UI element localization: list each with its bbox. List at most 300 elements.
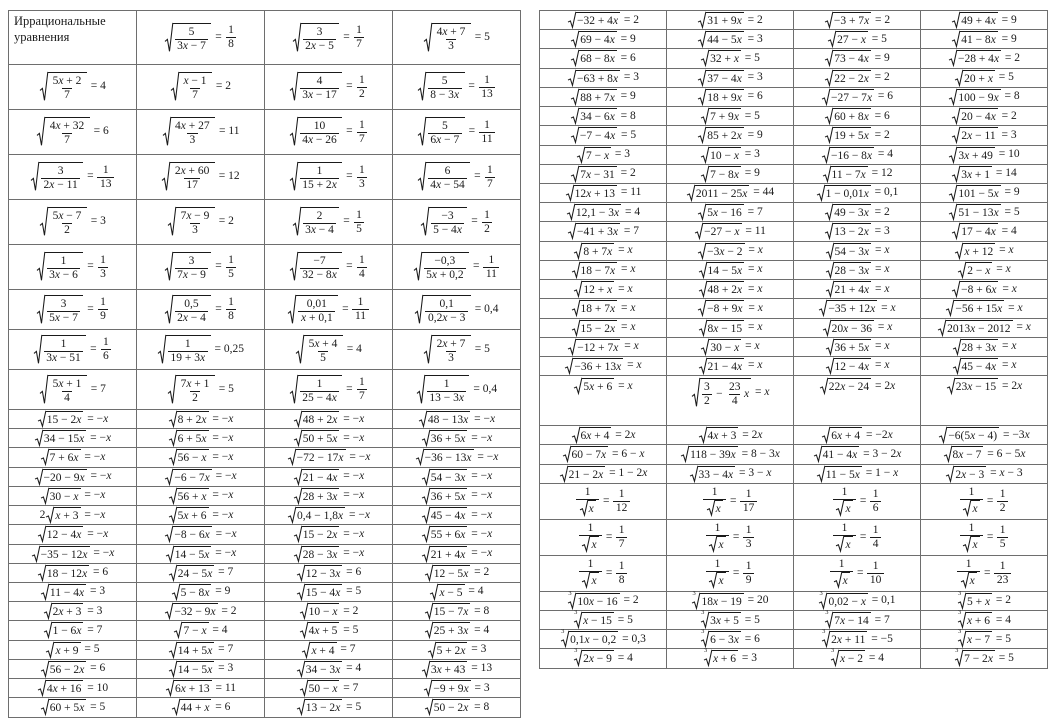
square-root — [823, 166, 868, 182]
radicand — [834, 262, 872, 278]
math-text: 1 — [841, 486, 848, 499]
equation-cell — [540, 87, 667, 106]
root-index: 3 — [568, 589, 572, 597]
math-text: = 7 — [215, 566, 234, 579]
math-text: = −x — [209, 508, 234, 521]
math-text: 6 − 3x — [710, 634, 739, 647]
radical-sign-icon — [817, 466, 825, 482]
fraction-numerator — [98, 296, 109, 309]
math-text: 8 — [228, 310, 234, 322]
math-text: = 4 — [993, 613, 1012, 626]
equation-cell — [667, 611, 794, 630]
radicand — [425, 375, 470, 405]
fraction-numerator — [616, 524, 627, 537]
square-root — [37, 295, 84, 325]
radical-sign-icon — [571, 31, 579, 47]
equation-row — [540, 126, 1048, 145]
cube-root — [574, 609, 614, 628]
equation-cell — [137, 370, 265, 410]
equation — [945, 466, 1022, 482]
math-text: −7 − 4x — [579, 130, 616, 143]
equation-cell — [794, 445, 921, 464]
radical-sign-icon — [425, 699, 433, 715]
math-text: 45 − 4x — [430, 510, 466, 523]
math-text: = 4 — [465, 585, 484, 598]
math-text: 1 — [228, 253, 234, 266]
square-root — [168, 207, 215, 237]
square-root — [571, 50, 617, 66]
fraction — [357, 74, 368, 101]
root-index: 3 — [701, 609, 705, 617]
radicand — [961, 339, 999, 355]
math-text: 8x − 15 — [707, 322, 743, 335]
radical-sign-icon — [946, 466, 954, 482]
radicand — [957, 147, 995, 163]
math-text: 4 — [316, 75, 323, 88]
equation-cell — [667, 203, 794, 222]
math-text: 14 − 5x — [174, 548, 210, 561]
cube-root — [574, 647, 614, 666]
square-root — [424, 335, 471, 365]
square-root — [563, 446, 609, 462]
equation — [418, 411, 495, 427]
fraction-denominator — [446, 351, 457, 365]
equation — [689, 466, 772, 482]
radical-sign-icon — [168, 375, 176, 405]
math-text: 3 — [188, 255, 195, 268]
equation-cell — [540, 483, 667, 519]
equation — [34, 430, 111, 446]
radical-sign-icon — [297, 565, 305, 581]
equation — [821, 89, 893, 105]
equation — [824, 108, 890, 124]
equation-cell — [794, 30, 921, 49]
radicand — [176, 207, 215, 237]
fraction-denominator — [424, 268, 466, 282]
math-text: 8 — [228, 38, 234, 50]
math-text: = 0,25 — [211, 342, 244, 355]
radicand — [296, 295, 338, 325]
math-text: x — [715, 503, 721, 516]
square-root — [698, 243, 744, 259]
fraction — [616, 524, 627, 551]
root-index: 3 — [957, 589, 962, 597]
square-root — [169, 642, 215, 658]
equation — [573, 378, 632, 394]
radicand — [709, 631, 741, 647]
radical-sign-icon — [572, 320, 580, 336]
math-text: = −x — [468, 470, 493, 483]
math-text: = 5 — [614, 613, 633, 626]
math-text: 3x − 4 — [305, 224, 334, 236]
equation-row — [9, 65, 521, 110]
math-text: 8 + 7x — [583, 245, 613, 258]
equation — [564, 358, 641, 374]
fraction-denominator — [175, 268, 209, 282]
radicand — [960, 108, 998, 124]
equation — [30, 162, 115, 192]
fraction — [175, 255, 209, 282]
math-text: −32 + 4x — [576, 15, 619, 27]
equation-cell — [921, 318, 1048, 337]
math-text: = 12 — [215, 170, 240, 183]
root-index: 3 — [957, 628, 962, 636]
equation — [45, 642, 99, 658]
math-text: x — [591, 539, 597, 552]
fraction-numerator — [58, 298, 69, 311]
square-root — [947, 378, 998, 394]
fraction — [97, 164, 114, 191]
radical-sign-icon — [692, 378, 700, 408]
square-root — [949, 185, 1000, 201]
math-text: 60 + 8x — [834, 111, 869, 124]
math-text: = 3 — [744, 32, 763, 45]
fraction-numerator — [182, 298, 201, 311]
math-text: = 5 — [471, 30, 490, 43]
radical-sign-icon — [172, 699, 180, 715]
math-text: 50 − x — [308, 683, 338, 696]
square-root — [582, 536, 598, 552]
square-root — [822, 147, 874, 163]
math-text: 10 — [869, 573, 882, 586]
square-root — [293, 23, 340, 53]
fraction-numerator — [836, 558, 847, 571]
math-text: = — [465, 125, 479, 138]
radical-sign-icon — [681, 446, 689, 462]
equation-cell — [265, 290, 393, 330]
math-text: 54 − 3x — [834, 245, 870, 258]
radicand — [706, 89, 744, 105]
radical-sign-icon — [288, 295, 296, 325]
math-text: −12 + 7x — [577, 341, 619, 354]
radicand — [707, 320, 745, 336]
fraction-numerator — [709, 486, 720, 499]
equation-cell — [667, 126, 794, 145]
radicand — [830, 89, 874, 105]
radical-sign-icon — [34, 335, 42, 365]
math-text: 3x + 1 — [961, 168, 991, 181]
math-text: 7 − 2x — [964, 653, 993, 666]
equation-cell — [921, 145, 1048, 164]
equation-row — [540, 376, 1048, 426]
math-text: = 5 — [741, 51, 760, 64]
equation-cell — [794, 126, 921, 145]
math-text: = 2 — [213, 80, 232, 93]
math-text: = 13 — [468, 662, 493, 675]
radicand — [430, 488, 468, 504]
math-text: 7 − x — [585, 149, 610, 162]
radicand — [833, 612, 871, 628]
math-text: = x — [615, 244, 633, 257]
fraction-denominator — [579, 571, 602, 588]
radical-sign-icon — [699, 358, 707, 374]
equation-row — [540, 630, 1048, 649]
fraction-numerator — [966, 486, 977, 499]
math-text: = — [340, 30, 353, 43]
fraction — [997, 524, 1008, 551]
square-root — [46, 507, 80, 523]
math-text: = −x — [340, 470, 365, 483]
math-text: = −2x — [863, 428, 893, 441]
math-text: = 5 — [340, 623, 359, 636]
fraction — [357, 376, 368, 403]
radical-sign-icon — [698, 12, 706, 28]
radical-sign-icon — [953, 339, 961, 355]
equation-cell — [9, 448, 137, 467]
equation — [818, 300, 895, 316]
math-text: = 14 — [993, 167, 1017, 180]
fraction — [867, 560, 884, 587]
math-text: 7 — [487, 177, 493, 190]
equation — [161, 162, 239, 192]
radicand — [580, 262, 618, 278]
square-root — [949, 147, 995, 163]
equation-cell — [667, 260, 794, 279]
fraction-numerator — [311, 255, 328, 268]
math-text: = 3 — [621, 71, 640, 84]
square-root — [40, 207, 87, 237]
square-root — [571, 166, 617, 182]
radicand — [298, 72, 343, 102]
equation-cell — [667, 299, 794, 318]
equation — [957, 628, 1012, 647]
equation — [162, 117, 240, 147]
equation-cell — [265, 582, 393, 601]
radical-sign-icon — [701, 166, 709, 182]
radical-sign-icon — [822, 427, 830, 443]
radical-sign-icon — [825, 127, 833, 143]
math-text: 15 − 2x — [302, 529, 338, 542]
square-root — [31, 162, 83, 192]
equation-cell — [137, 448, 265, 467]
equation-cell — [9, 245, 137, 290]
radical-sign-icon — [561, 628, 569, 647]
math-text: 30 − x — [710, 341, 740, 354]
equation-cell — [794, 630, 921, 649]
equation-cell — [540, 356, 667, 375]
math-text: = −x — [81, 508, 106, 521]
equation — [698, 427, 763, 443]
square-root — [418, 117, 465, 147]
math-text: 4x + 32 — [49, 120, 85, 133]
radicand — [173, 23, 212, 53]
radical-sign-icon — [958, 262, 966, 278]
square-root — [416, 449, 474, 465]
radical-sign-icon — [698, 243, 706, 259]
radicand — [46, 411, 84, 427]
equation-cell — [921, 260, 1048, 279]
math-text: 54 − 3x — [430, 471, 466, 484]
square-root — [41, 661, 87, 677]
math-text: 13 − 3x — [429, 391, 464, 404]
equation-row — [540, 222, 1048, 241]
square-root — [572, 320, 618, 336]
equation-row — [540, 519, 1048, 555]
equation-cell — [794, 376, 921, 426]
equation — [951, 127, 1016, 143]
math-text: 3x + 49 — [958, 149, 993, 162]
math-text: = 3 — [741, 148, 760, 161]
equation — [164, 603, 236, 619]
math-text: 25 − 4x — [302, 391, 337, 404]
equation — [299, 603, 359, 619]
math-text: = — [854, 566, 867, 579]
radical-sign-icon — [949, 147, 957, 163]
square-root — [836, 536, 852, 552]
radicand — [48, 72, 87, 102]
math-text: 5x + 6 — [177, 510, 207, 523]
equation-row — [9, 410, 521, 429]
radicand — [576, 12, 620, 28]
fraction — [47, 120, 87, 147]
fraction-denominator — [190, 88, 201, 102]
math-text: x + 3 — [55, 510, 79, 523]
radical-sign-icon — [414, 252, 422, 282]
math-text: 7x − 9 — [180, 210, 210, 223]
square-root — [421, 207, 468, 237]
equation — [945, 300, 1022, 316]
math-text: = 5 — [471, 342, 490, 355]
square-root — [701, 147, 741, 163]
radicand — [947, 427, 999, 443]
math-text: 1 — [714, 522, 721, 535]
square-root — [819, 300, 877, 316]
equation-cell — [137, 200, 265, 245]
equation-cell — [265, 410, 393, 429]
fraction-numerator — [50, 210, 84, 223]
math-text: 12 − 5x — [433, 567, 469, 580]
math-text: 12 + x — [583, 284, 613, 297]
radicand — [946, 320, 1012, 336]
math-text: 7x + 1 — [180, 377, 210, 390]
math-text: 4x + 16 — [46, 683, 82, 696]
radical-sign-icon — [698, 300, 706, 316]
math-text: 2x + 7 — [436, 337, 466, 350]
math-text: x — [972, 503, 978, 516]
equation — [570, 50, 636, 66]
fraction-numerator — [50, 378, 84, 391]
equation-cell — [921, 203, 1048, 222]
square-root — [568, 223, 620, 239]
equation-cell — [921, 68, 1048, 87]
radical-sign-icon — [290, 72, 298, 102]
math-text: = −x — [209, 431, 234, 444]
equation-cell — [9, 640, 137, 659]
math-text: 3 — [189, 134, 196, 146]
equation — [413, 252, 501, 282]
math-text: = — [343, 80, 356, 93]
equation — [571, 320, 636, 336]
equation-cell — [794, 11, 921, 30]
equation — [289, 375, 369, 405]
radical-sign-icon — [302, 642, 310, 658]
equation-cell — [667, 183, 794, 202]
square-root — [952, 281, 998, 297]
fraction-denominator — [352, 309, 368, 323]
radicand — [582, 650, 614, 666]
equation — [824, 609, 890, 628]
equation — [952, 358, 1017, 374]
equation-cell — [393, 506, 521, 525]
radical-sign-icon — [41, 449, 49, 465]
equation — [816, 185, 899, 201]
square-root — [169, 661, 215, 677]
math-text: = 5 — [1001, 205, 1020, 218]
square-root — [169, 449, 209, 465]
fraction — [428, 165, 468, 192]
math-text: = 2 — [471, 566, 490, 579]
square-root — [952, 31, 998, 47]
math-text: = −x — [340, 527, 365, 540]
square-root — [955, 70, 995, 86]
math-text: x — [972, 539, 978, 552]
math-text: 1 — [745, 523, 752, 536]
math-text: = 9 — [212, 585, 231, 598]
math-text: 1 — [584, 486, 591, 499]
equation — [293, 469, 364, 485]
square-root — [825, 70, 871, 86]
equation-cell — [540, 280, 667, 299]
radicand — [48, 375, 87, 405]
math-text: −27 − 7x — [830, 91, 873, 104]
equation — [571, 427, 636, 443]
math-text: = 8 — [471, 604, 490, 617]
math-text: 2x − 9 — [583, 653, 612, 666]
fraction — [354, 209, 365, 236]
math-text: = 5 — [215, 382, 234, 395]
math-text: = −x — [84, 527, 109, 540]
equation — [423, 680, 489, 696]
math-text: x − 15 — [583, 615, 612, 628]
math-text: 23 — [996, 573, 1009, 586]
radical-sign-icon — [294, 411, 302, 427]
math-text: 2x − 4 — [177, 311, 206, 324]
square-root — [695, 223, 741, 239]
math-text: 1 — [228, 296, 234, 309]
square-root — [44, 622, 84, 638]
radical-sign-icon — [949, 89, 957, 105]
math-text: = x — [872, 340, 890, 353]
square-root — [699, 281, 745, 297]
equation-cell — [794, 337, 921, 356]
math-text: = 6 — [87, 662, 106, 675]
radicand — [588, 500, 596, 516]
square-root — [38, 526, 84, 542]
math-text: 85 + 2x — [707, 130, 742, 143]
equation — [700, 609, 760, 628]
math-text: 14 − 5x — [177, 663, 213, 676]
radicand — [954, 466, 986, 482]
equation-cell — [9, 429, 137, 448]
equation-row — [9, 525, 521, 544]
fraction-denominator — [357, 132, 368, 146]
math-text: 28 + 3x — [961, 341, 997, 354]
fraction-numerator — [870, 488, 881, 501]
math-text: 2 — [999, 501, 1006, 514]
math-text: 3 — [192, 224, 198, 236]
radicand — [310, 642, 336, 658]
radicand — [576, 593, 619, 609]
equation-cell — [9, 65, 137, 110]
equation-row — [540, 483, 1048, 519]
fraction — [303, 210, 337, 237]
equation — [164, 252, 238, 282]
radical-sign-icon — [961, 572, 969, 588]
radicand — [579, 50, 617, 66]
radicand — [831, 166, 868, 182]
square-root — [825, 50, 871, 66]
square-root — [938, 320, 1012, 336]
